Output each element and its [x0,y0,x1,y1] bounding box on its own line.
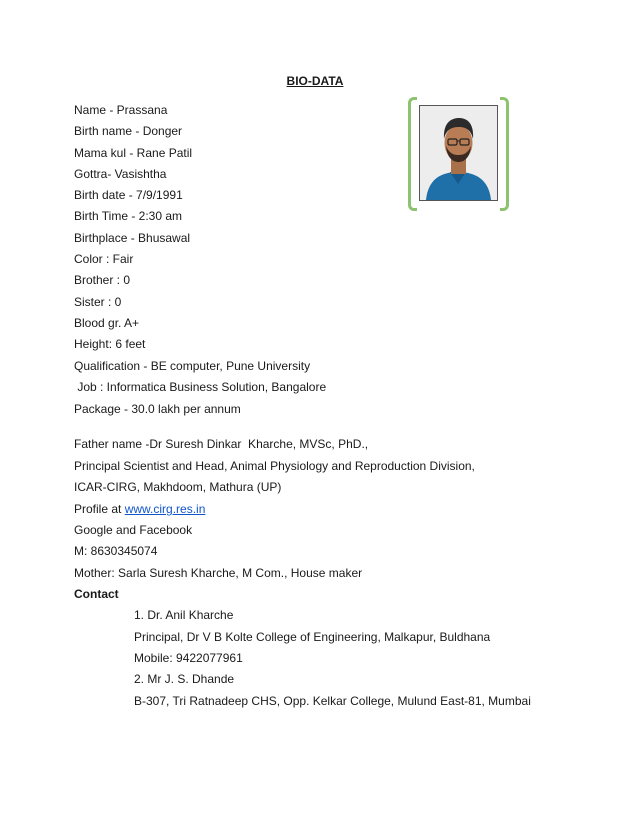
page-title: BIO-DATA [286,74,344,88]
contact-2-address: B-307, Tri Ratnadeep CHS, Opp. Kelkar College, Mulund East-81, Mumbai [134,694,531,708]
birthplace-line: Birthplace - Bhusawal [74,231,191,245]
height-line: Height: 6 feet [74,337,146,351]
mother-line: Mother: Sarla Suresh Kharche, M Com., House maker [74,566,363,580]
frame-left-bracket [408,97,417,211]
profile-photo [419,105,498,201]
father-phone-line: M: 8630345074 [74,544,158,558]
birth-name-line: Birth name - Donger [74,124,183,138]
profile-line [74,502,205,516]
birth-date-line: Birth date - 7/9/1991 [74,188,183,202]
frame-right-bracket [500,97,509,211]
job-line: Job : Informatica Business Solution, Bangalore [74,380,327,394]
contact-1-name: 1. Dr. Anil Kharche [134,608,234,622]
contact-1-mobile: Mobile: 9422077961 [134,651,243,665]
social-line: Google and Facebook [74,523,193,537]
name-line: Name - Prassana [74,103,168,117]
contact-2-name: 2. Mr J. S. Dhande [134,672,235,686]
qualification-line: Qualification - BE computer, Pune University [74,359,311,373]
contact-1-address: Principal, Dr V B Kolte College of Engineering, Malkapur, Buldhana [134,630,491,644]
brother-line: Brother : 0 [74,273,131,287]
sister-line: Sister : 0 [74,295,122,309]
blood-group-line: Blood gr. A+ [74,316,140,330]
package-line: Package - 30.0 lakh per annum [74,402,241,416]
father-position-line: Principal Scientist and Head, Animal Physiology and Reproduction Division, [74,459,475,473]
contact-heading: Contact [74,587,119,601]
birth-time-line: Birth Time - 2:30 am [74,209,183,223]
profile-photo-frame [408,97,509,213]
mama-kul-line: Mama kul - Rane Patil [74,146,193,160]
color-line: Color : Fair [74,252,134,266]
profile-prefix: Profile at [74,502,125,516]
father-name-line: Father name -Dr Suresh Dinkar Kharche, MVSc, PhD., [74,437,369,451]
profile-link[interactable]: www.cirg.res.in [124,502,206,516]
father-institute-line: ICAR-CIRG, Makhdoom, Mathura (UP) [74,480,282,494]
gottra-line: Gottra- Vasishtha [74,167,167,181]
person-photo-icon [420,106,497,200]
